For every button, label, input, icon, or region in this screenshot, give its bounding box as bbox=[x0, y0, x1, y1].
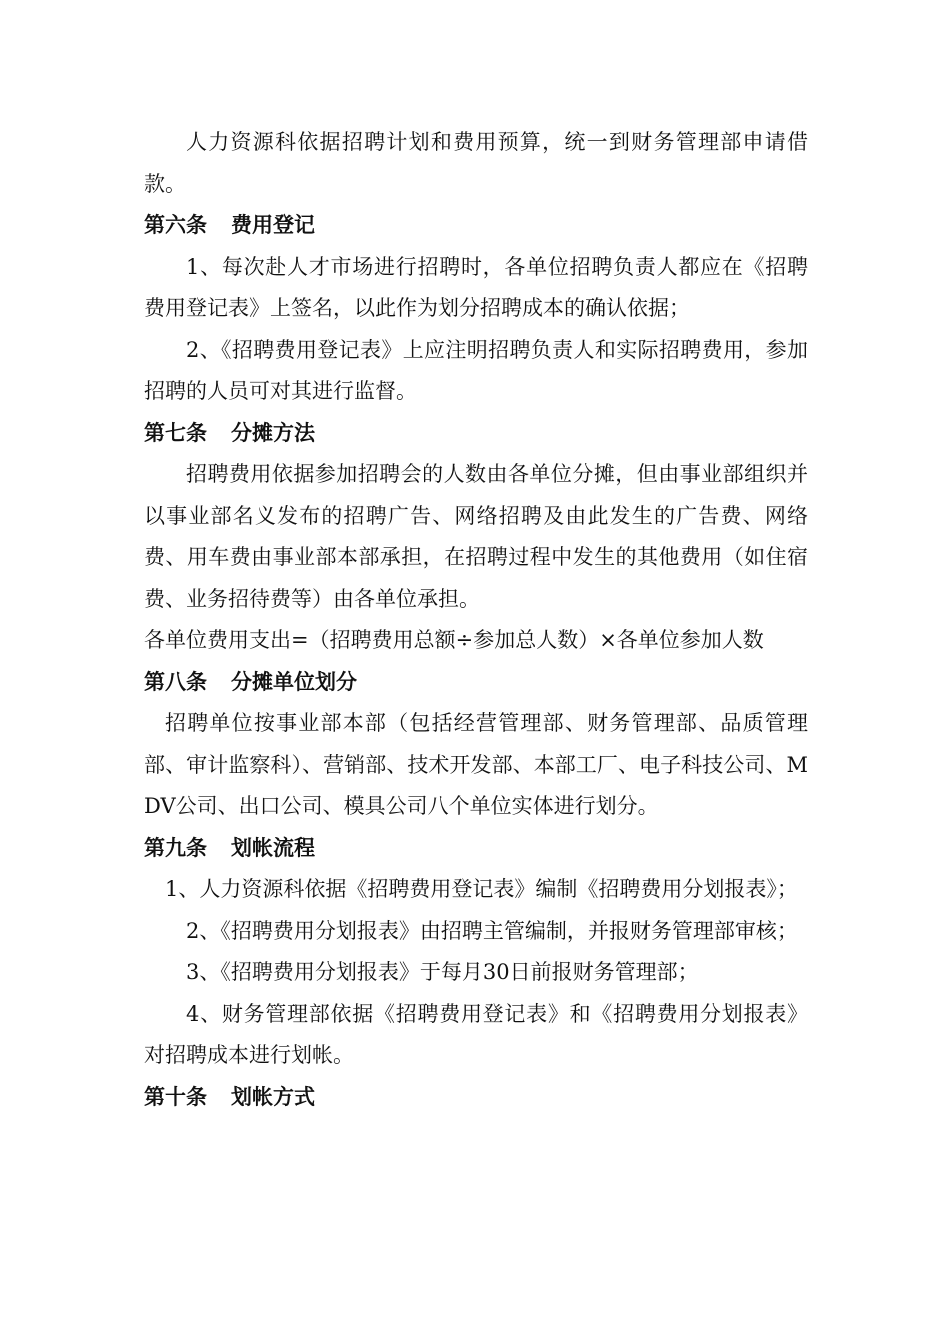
paragraph-9-4: 4、财务管理部依据《招聘费用登记表》和《招聘费用分划报表》对招聘成本进行划帐。 bbox=[144, 1001, 808, 1067]
article-6-heading bbox=[144, 205, 808, 247]
article-7-heading bbox=[144, 413, 808, 455]
article-8-number: 第八条 bbox=[144, 669, 207, 694]
article-9-number: 第九条 bbox=[144, 835, 207, 860]
paragraph-9-3: 3、《招聘费用分划报表》于每月30日前报财务管理部； bbox=[186, 960, 699, 984]
article-10-title: 划帐方式 bbox=[231, 1084, 315, 1109]
paragraph-9-1: 1、人力资源科依据《招聘费用登记表》编制《招聘费用分划报表》； bbox=[165, 877, 798, 901]
article-8-heading bbox=[144, 662, 808, 704]
paragraph-6-2: 2、《招聘费用登记表》上应注明招聘负责人和实际招聘费用，参加招聘的人员可对其进行监督。 bbox=[144, 337, 808, 403]
paragraph-loan-application: 人力资源科依据招聘计划和费用预算，统一到财务管理部申请借款。 bbox=[144, 130, 808, 196]
paragraph-6-1: 1、每次赴人才市场进行招聘时，各单位招聘负责人都应在《招聘费用登记表》上签名，以此作为划分招聘成本的确认依据； bbox=[144, 254, 808, 320]
article-10-number: 第十条 bbox=[144, 1084, 207, 1109]
article-7-title: 分摊方法 bbox=[231, 420, 315, 445]
article-6-number: 第六条 bbox=[144, 213, 207, 237]
article-9-heading bbox=[144, 828, 808, 870]
article-9-title: 划帐流程 bbox=[231, 835, 315, 860]
article-6-title: 费用登记 bbox=[231, 213, 315, 237]
article-8-title: 分摊单位划分 bbox=[231, 669, 357, 694]
cost-formula: 各单位费用支出=（招聘费用总额÷参加总人数）×各单位参加人数 bbox=[144, 628, 764, 652]
article-10-heading bbox=[144, 1077, 808, 1119]
document-page bbox=[144, 122, 808, 1118]
paragraph-8-1: 招聘单位按事业部本部（包括经营管理部、财务管理部、品质管理部、审计监察科）、营销部、技术开发部、本部工厂、电子科技公司、MDV公司、出口公司、模具公司八个单位实体进行划分。 bbox=[144, 711, 808, 818]
paragraph-7-1: 招聘费用依据参加招聘会的人数由各单位分摊，但由事业部组织并以事业部名义发布的招聘广告、网络招聘及由此发生的广告费、网络费、用车费由事业部本部承担，在招聘过程中发生的其他费用（如住宿费、业务招待费等）由各单位承担。 bbox=[144, 462, 808, 611]
article-7-number: 第七条 bbox=[144, 420, 207, 445]
paragraph-9-2: 2、《招聘费用分划报表》由招聘主管编制，并报财务管理部审核； bbox=[186, 918, 798, 943]
